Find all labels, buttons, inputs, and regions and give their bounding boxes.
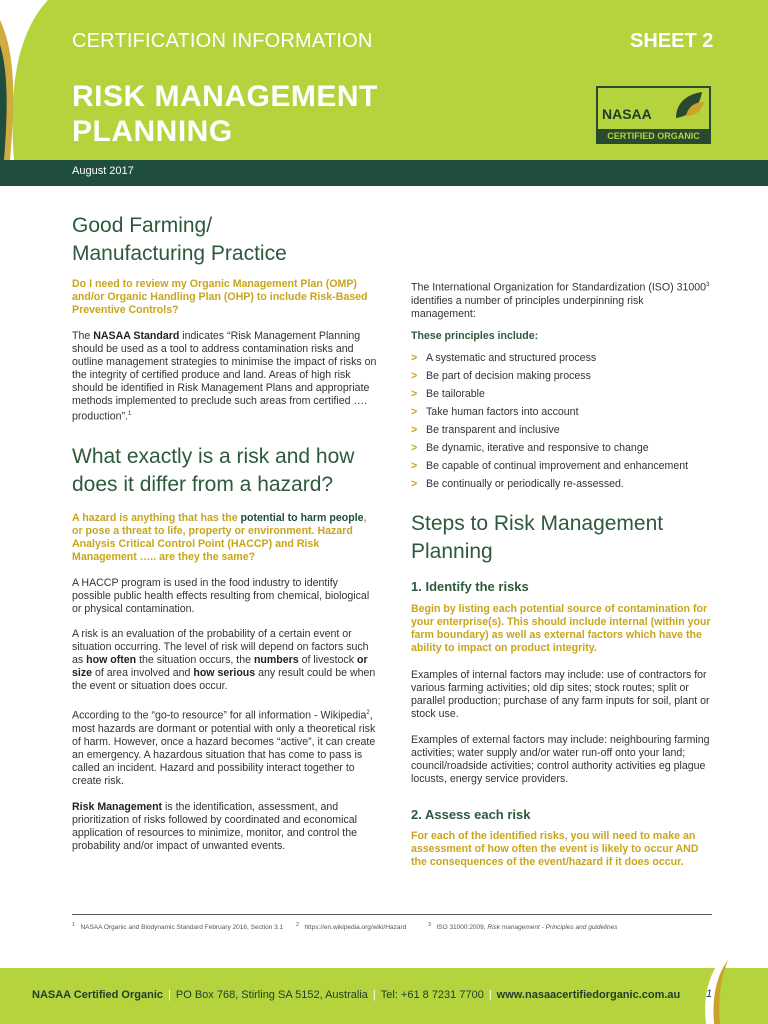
footnote-number: 1	[72, 922, 76, 928]
bold-text: how often	[86, 654, 137, 666]
heading-good-farming	[72, 212, 392, 268]
principle-item	[411, 367, 721, 385]
principle-text: A systematic and structured process	[426, 352, 597, 364]
footnote-divider	[72, 914, 712, 915]
text-run: of area involved and	[92, 667, 194, 679]
heading-line: does it differ from a hazard?	[72, 473, 334, 496]
principle-item	[411, 475, 721, 493]
step-1-instruction: Begin by listing each potential source of contamination for your enterprise(s). This should include internal (within your farm boundary) as well as external factors which have the ability to impact on product integrity.	[411, 603, 711, 654]
bullet-marker: >	[411, 388, 418, 400]
nasaa-logo	[596, 86, 711, 144]
principle-item	[411, 385, 721, 403]
heading-line: What exactly is a risk and how	[72, 445, 355, 468]
internal-factors-paragraph: Examples of internal factors may include: use of contractors for various farming activities; old dip sites; stock routes; split or parallel production; purchase of any farm inputs for soil, plant or stock use.	[411, 669, 710, 720]
footer-phone[interactable]: Tel: +61 8 7231 7700	[380, 989, 484, 1001]
footnote-ref: 1	[127, 411, 132, 417]
emphasis-text: potential to harm people	[240, 512, 364, 524]
heading-line: Planning	[411, 540, 493, 563]
principle-text: Take human factors into account	[426, 406, 579, 418]
heading-risk-vs-hazard	[72, 443, 392, 499]
separator: |	[168, 989, 171, 1001]
category-label: CERTIFICATION INFORMATION	[72, 30, 373, 52]
text-run: any result could be when the event or situation does occur.	[72, 667, 376, 692]
principle-item	[411, 349, 721, 367]
footnote-3	[428, 922, 617, 931]
footnote-number: 2	[296, 922, 300, 928]
page-title-line2: PLANNING	[72, 115, 233, 148]
logo-name: NASAA	[602, 106, 652, 122]
footnote-text: NASAA Organic and Biodynamic Standard February 2016, Section 3.1	[80, 924, 284, 932]
bold-text: numbers	[253, 654, 299, 666]
heading-line: Manufacturing Practice	[72, 242, 287, 265]
principle-text: Be capable of continual improvement and enhancement	[426, 460, 689, 472]
heading-steps	[411, 510, 721, 566]
principle-text: Be dynamic, iterative and responsive to change	[426, 442, 649, 454]
principles-list	[411, 349, 721, 493]
principle-item	[411, 403, 721, 421]
logo-subtitle: CERTIFIED ORGANIC	[598, 129, 709, 143]
hazard-definition	[72, 512, 378, 564]
principle-item	[411, 439, 721, 457]
text-run: The	[72, 330, 94, 342]
text-run: , most hazards are dormant or potential with only a theoretical risk of harm. However, once a hazard becomes “active”, it can create an emergency. A hazardous situation that has come to pass is called an incident. Hazard and possibility interact together to create risk.	[72, 709, 376, 787]
bold-text: or size	[72, 654, 368, 679]
logo-leaves-icon	[672, 90, 706, 120]
footer-address: PO Box 768, Stirling SA 5152, Australia	[175, 989, 368, 1001]
wikipedia-paragraph	[72, 707, 378, 788]
heading-line: Good Farming/	[72, 214, 213, 237]
text-run: , or pose a threat to life, property or environment. Hazard Analysis Critical Control Point (HACCP) and Risk Management ….. are they the same?	[72, 512, 367, 563]
step-1-heading: 1. Identify the risks	[411, 579, 529, 594]
bullet-marker: >	[411, 460, 418, 472]
text-run: indicates “Risk Management Planning should be used as a tool to address contamination risks and outline management strategies to minimise the impact of risks on the integrity of certified produce and land. Areas of high risk should be identified in Risk Management Plans and appropriate methods implemented to preclude such areas from certified …. production”.	[72, 330, 377, 423]
footnote-ref: 2	[366, 710, 370, 716]
text-run: the situation occurs, the	[136, 654, 254, 666]
principle-text: Be part of decision making process	[426, 370, 591, 382]
principle-text: Be tailorable	[426, 388, 485, 400]
bullet-marker: >	[411, 370, 418, 382]
text-run: A hazard is anything that has the	[72, 512, 241, 524]
bullet-marker: >	[411, 478, 418, 490]
principle-text: Be transparent and inclusive	[426, 424, 560, 436]
footer-leaf-decoration	[698, 946, 744, 1024]
haccp-paragraph: A HACCP program is used in the food industry to identify possible public health effects resulting from chemical, biological or physical contamination.	[72, 577, 370, 615]
text-run: of livestock	[298, 654, 357, 666]
leaf-decoration	[0, 0, 70, 160]
separator: |	[488, 989, 492, 1001]
date-label: August 2017	[72, 165, 134, 177]
step-2-heading: 2. Assess each risk	[411, 807, 531, 822]
footnote-title: Risk management - Principles and guidelines	[487, 924, 618, 932]
footnote-link[interactable]: https://en.wikipedia.org/wiki/Hazard	[304, 924, 407, 932]
text-run: According to the “go-to resource” for all information - Wikipedia	[72, 709, 367, 722]
bold-text: how serious	[193, 667, 256, 679]
principle-item	[411, 421, 721, 439]
external-factors-paragraph: Examples of external factors may include: neighbouring farming activities; water supply and/or water run-off onto your land; council/roadside activities; control authority activities eg plague locusts, energy service providers.	[411, 734, 710, 785]
text-run: A risk is an evaluation of the probability of a certain event or situation occurring. The level of risk will depend on factors such as	[72, 628, 369, 666]
footnote-number: 3	[428, 922, 432, 928]
text-run: The International Organization for Standardization (ISO) 31000	[411, 281, 707, 294]
heading-line: Steps to Risk Management	[411, 512, 664, 535]
footnote-2	[296, 922, 406, 931]
nasaa-standard-bold: NASAA Standard	[93, 330, 180, 342]
principle-text: Be continually or periodically re-assessed.	[426, 478, 624, 490]
page-number: 1	[706, 988, 713, 1000]
footnote-text: ISO 31000:2009,	[436, 924, 488, 932]
page-title-line1: RISK MANAGEMENT	[72, 80, 378, 113]
principles-heading: These principles include:	[411, 330, 539, 342]
footnote-1	[72, 922, 283, 931]
separator: |	[372, 989, 376, 1001]
intro-question: Do I need to review my Organic Management Plan (OMP) and/or Organic Handling Plan (OHP) to include Risk-Based Preventive Controls?	[72, 278, 368, 316]
bold-text: Risk Management	[72, 801, 163, 813]
footer-org: NASAA Certified Organic	[32, 989, 164, 1001]
text-run: is the identification, assessment, and prioritization of risks followed by coordinated and economical application of resources to minimize, monitor, and control the probability and/or impact of unwanted events.	[72, 801, 358, 852]
sheet-number: SHEET 2	[630, 30, 714, 52]
bullet-marker: >	[411, 442, 418, 454]
footer-website-link[interactable]: www.nasaacertifiedorganic.com.au	[496, 989, 681, 1001]
bullet-marker: >	[411, 352, 418, 364]
risk-management-paragraph	[72, 801, 378, 853]
step-2-instruction: For each of the identified risks, you will need to make an assessment of how often the event is likely to occur AND the consequences of the event/hazard if it does occur.	[411, 830, 699, 868]
text-run: identifies a number of principles underpinning risk management:	[411, 294, 644, 320]
footer-contact	[32, 989, 680, 1001]
bullet-marker: >	[411, 424, 418, 436]
footnote-ref: 3	[706, 282, 710, 288]
nasaa-standard-paragraph	[72, 330, 378, 424]
iso-paragraph	[411, 279, 711, 321]
risk-paragraph	[72, 628, 378, 693]
principle-item	[411, 457, 721, 475]
bullet-marker: >	[411, 406, 418, 418]
